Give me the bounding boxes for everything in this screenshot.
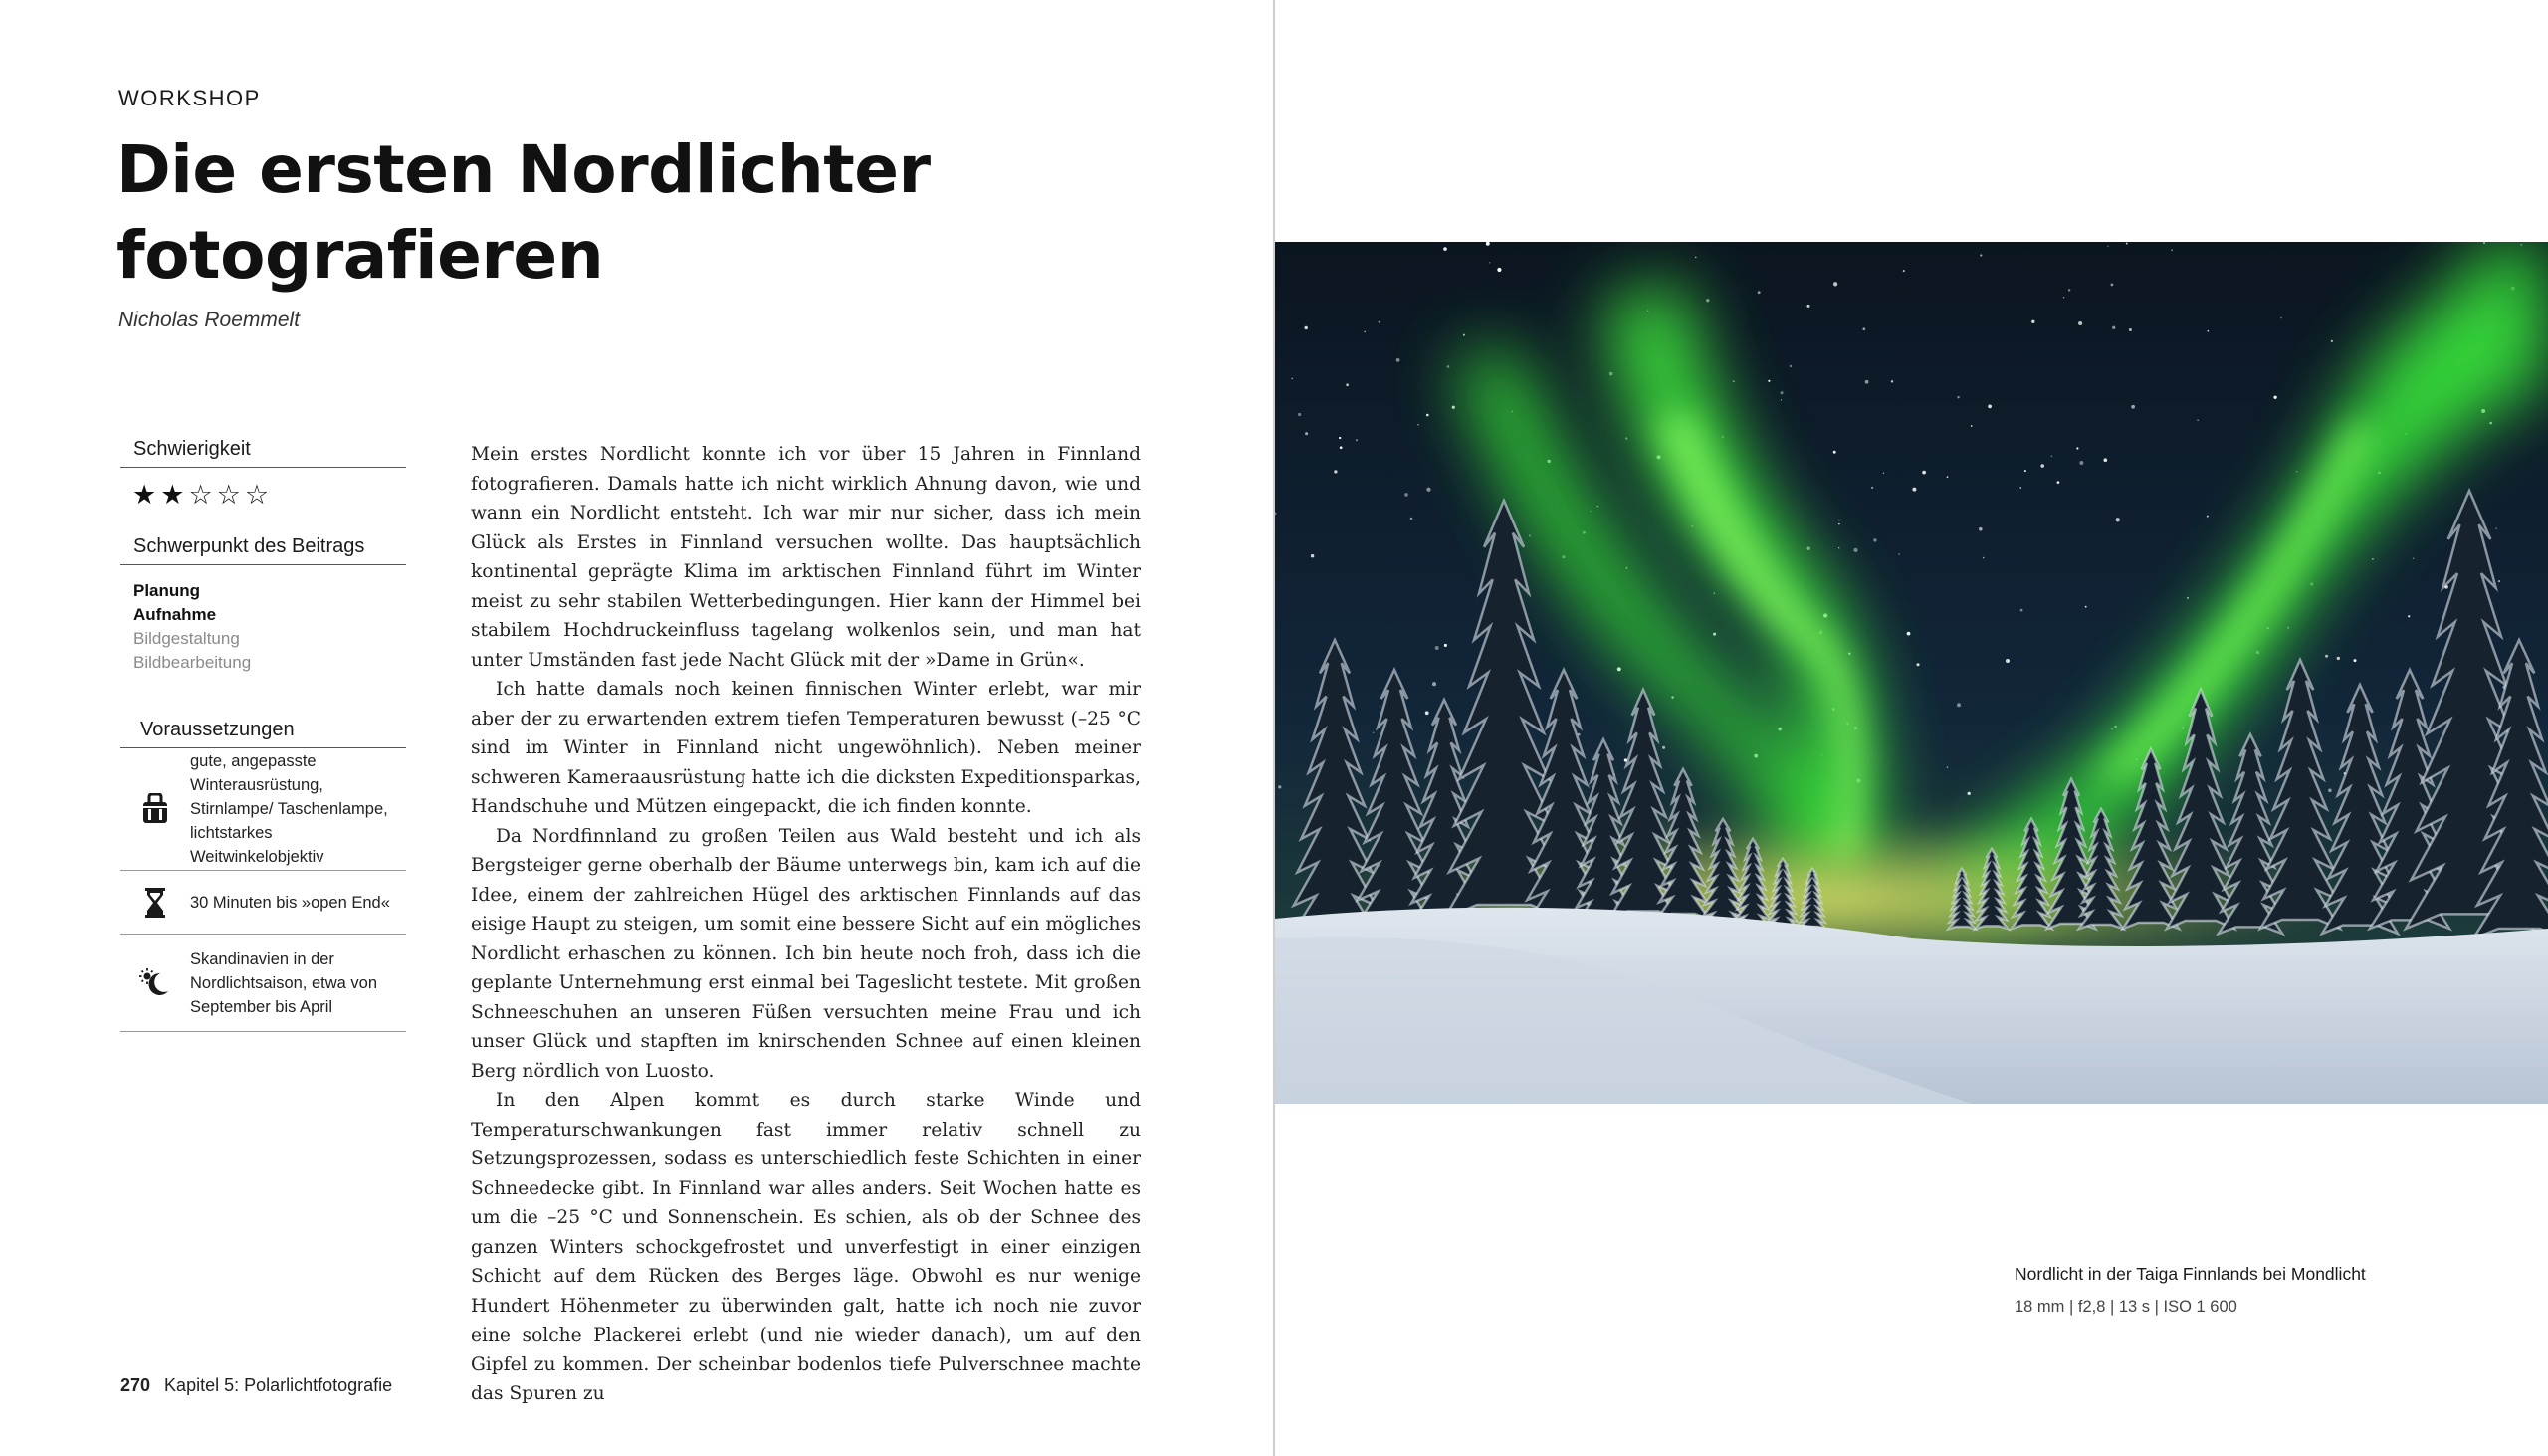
requirement-text: gute, angepasste Winterausrüstung, Stirnlampe/ Taschenlampe, lichtstarkes Weitwinkelobjektiv	[190, 752, 388, 866]
star-dot	[1417, 424, 1419, 426]
star-dot	[1912, 488, 1916, 492]
section-kicker: WORKSHOP	[118, 86, 261, 110]
star-dot	[1781, 399, 1782, 400]
star-dot	[1807, 547, 1810, 550]
star-dot	[2171, 249, 2173, 251]
star-dot	[2111, 728, 2113, 729]
backpack-icon	[120, 793, 190, 825]
left-page	[0, 0, 1273, 1456]
requirement-text: Skandinavien in der Nordlichtsaison, etwa von September bis April	[190, 949, 378, 1016]
star-dot	[1298, 413, 1301, 416]
star-dot	[2328, 788, 2332, 792]
star-dot	[2076, 447, 2078, 449]
star-dot	[1865, 380, 1869, 384]
star-empty-icon: ☆	[188, 480, 213, 511]
star-dot	[1891, 380, 1893, 382]
star-dot	[1988, 405, 1992, 409]
star-empty-icon: ☆	[244, 480, 270, 511]
requirement-row-time	[120, 871, 406, 935]
star-dot	[2496, 527, 2497, 528]
star-dot	[2020, 609, 2023, 612]
requirements-heading: Voraussetzungen	[120, 719, 406, 748]
star-dot	[1922, 471, 1926, 475]
star-dot	[1957, 703, 1961, 707]
star-dot	[1979, 527, 1983, 531]
star-dot	[2296, 471, 2297, 472]
star-dot	[2273, 396, 2276, 399]
star-dot	[1364, 331, 1366, 333]
chapter-title: Kapitel 5: Polarlichtfotografie	[164, 1375, 393, 1395]
star-dot	[2040, 464, 2044, 468]
star-dot	[1489, 262, 1490, 263]
star-dot	[2116, 518, 2120, 521]
star-dot	[1617, 667, 1621, 671]
star-filled-icon: ★	[132, 480, 157, 511]
focus-list	[120, 565, 406, 675]
star-dot	[2024, 470, 2026, 472]
star-dot	[1916, 663, 1919, 666]
star-dot	[2280, 317, 2282, 319]
body-paragraph: Ich hatte damals noch keinen finnischen Winter erlebt, war mir aber der zu erwartenden extrem tiefen Temperaturen bewusst (–25 °C sind im Winter in Finnland nicht ungewöhnlich). Neben meiner schweren Kameraausrüstung hatte ich die dicksten Expeditionsparkas, Handschuhe und Mützen eingepackt, die ich finden konnte.	[471, 679, 1141, 817]
star-dot	[1609, 372, 1613, 376]
body-paragraph: Da Nordfinnland zu großen Teilen aus Wald besteht und ich als Bergsteiger gerne oberhalb der Bäume unterwegs bin, kam ich auf die Idee, einem der zahlreichen Hügel des arktischen Finnlands auf das eisige Haupt zu steigen, um somit eine bessere Sicht auf ein mögliches Nordlicht erhaschen zu können. Ich bin heute noch froh, dass ich die geplante Unternehmung erst einmal bei Tageslicht testete. Mit großen Schneeschuhen an unseren Füßen versuchten meine Frau und ich unser Glück und stapften im knirschenden Schnee auf einen kleinen Berg nördlich von Luosto.	[471, 825, 1141, 1082]
star-dot	[1597, 506, 1599, 508]
star-dot	[2112, 326, 2115, 329]
star-dot	[1833, 451, 1836, 454]
star-dot	[1305, 432, 1308, 435]
star-dot	[2057, 481, 2060, 484]
star-dot	[1426, 488, 1430, 492]
info-sidebar	[120, 438, 406, 1032]
photo-exif-data: 18 mm | f2,8 | 13 s | ISO 1 600	[2015, 1298, 2237, 1316]
title-line-2: fotografieren	[116, 217, 604, 294]
star-dot	[2131, 405, 2135, 409]
star-dot	[1806, 305, 1809, 308]
star-dot	[1980, 254, 1982, 256]
star-dot	[1373, 732, 1374, 733]
star-dot	[2019, 487, 2020, 488]
star-dot	[1873, 538, 1876, 541]
star-dot	[1790, 365, 1792, 367]
star-dot	[1356, 439, 1358, 441]
star-dot	[1662, 746, 1665, 749]
star-dot	[2372, 558, 2374, 560]
focus-item: Bildgestaltung	[133, 629, 240, 648]
star-dot	[1625, 437, 1627, 439]
body-paragraph: Mein erstes Nordlicht konnte ich vor über 15 Jahren in Finnland fotografieren. Damals hatte ich nicht wirklich Ahnung davon, wie und wann ein Nordlicht entsteht. Ich war mir nur sicher, dass ich mein Glück als Erstes in Finnland versuchen wollte. Das hauptsächlich kontinental geprägte Klima im arktischen Finnland führt im Winter meist zu sehr stabilen Wetterbedingungen. Hier kann der Himmel bei stabilem Hochdruckeinfluss tagelang wolkenlos sein, und man hat unter Umständen fast jede Nacht Glück mit der »Dame in Grün«.	[471, 444, 1141, 671]
star-dot	[1291, 378, 1293, 380]
star-dot	[2115, 726, 2117, 728]
hourglass-icon	[120, 888, 190, 918]
star-dot	[1452, 406, 1455, 409]
star-dot	[1871, 487, 1873, 489]
star-dot	[2085, 606, 2087, 608]
star-dot	[2353, 659, 2356, 662]
star-dot	[2331, 340, 2333, 342]
star-dot	[1706, 299, 1709, 302]
star-dot	[1957, 396, 1959, 398]
article-body	[471, 440, 1141, 1409]
star-dot	[1768, 380, 1770, 382]
star-dot	[1838, 547, 1839, 548]
star-dot	[2325, 655, 2328, 658]
star-dot	[1339, 437, 1341, 439]
star-dot	[1396, 358, 1400, 362]
star-dot	[1426, 414, 1429, 417]
star-dot	[1713, 633, 1716, 636]
requirement-row-season	[120, 935, 406, 1032]
star-empty-icon: ☆	[216, 480, 241, 511]
focus-heading: Schwerpunkt des Beitrags	[120, 535, 406, 565]
star-dot	[2197, 420, 2198, 421]
star-dot	[2068, 289, 2071, 292]
star-dot	[1311, 554, 1314, 557]
star-dot	[1447, 365, 1450, 368]
star-dot	[1425, 711, 1429, 715]
star-dot	[2126, 243, 2128, 245]
difficulty-stars	[120, 468, 406, 521]
star-dot	[1971, 425, 1973, 427]
star-dot	[1695, 257, 1696, 258]
star-dot	[2129, 328, 2132, 331]
star-dot	[1444, 644, 1447, 647]
star-dot	[1898, 553, 1900, 555]
star-dot	[1410, 518, 1413, 520]
star-dot	[1733, 380, 1735, 382]
author-name: Nicholas Roemmelt	[118, 309, 301, 331]
star-dot	[1968, 792, 1971, 795]
focus-item: Bildbearbeitung	[133, 653, 252, 672]
title-line-1: Die ersten Nordlichter	[116, 131, 931, 208]
moon-sun-icon	[120, 967, 190, 999]
star-dot	[2078, 321, 2082, 325]
star-dot	[1432, 682, 1436, 686]
star-dot	[1778, 728, 1782, 731]
article-title	[116, 127, 1112, 299]
star-dot	[1758, 291, 1761, 294]
requirements-list	[120, 748, 406, 1032]
star-dot	[1304, 326, 1307, 329]
star-dot	[2408, 615, 2410, 617]
star-dot	[1862, 327, 1865, 330]
star-dot	[1947, 766, 1948, 767]
star-dot	[1907, 632, 1911, 636]
star-dot	[2063, 297, 2064, 298]
focus-item: Aufnahme	[133, 605, 217, 624]
star-dot	[2006, 659, 2010, 663]
requirement-row-equipment	[120, 748, 406, 871]
star-dot	[1883, 473, 1884, 474]
star-dot	[1853, 548, 1857, 552]
aurora-photo	[1275, 242, 2548, 1104]
star-dot	[1334, 470, 1337, 473]
star-dot	[2207, 330, 2209, 332]
star-dot	[1497, 268, 1501, 272]
requirement-text: 30 Minuten bis »open End«	[190, 893, 390, 912]
star-dot	[2079, 461, 2083, 465]
difficulty-heading: Schwierigkeit	[120, 438, 406, 468]
star-dot	[1903, 270, 1905, 272]
star-dot	[1379, 321, 1380, 323]
focus-item: Planung	[133, 581, 201, 600]
star-dot	[1463, 334, 1465, 336]
star-dot	[2413, 558, 2414, 559]
star-dot	[1838, 523, 1839, 524]
star-dot	[2489, 422, 2492, 425]
star-dot	[2107, 246, 2108, 247]
star-dot	[1714, 592, 1716, 594]
star-dot	[2051, 455, 2052, 456]
star-dot	[2207, 516, 2209, 518]
star-dot	[1340, 446, 1343, 449]
star-dot	[1781, 391, 1784, 394]
star-dot	[1404, 493, 1408, 497]
star-dot	[1346, 383, 1349, 386]
star-dot	[1435, 646, 1439, 650]
page-footer	[120, 1375, 392, 1396]
star-filled-icon: ★	[160, 480, 185, 511]
photo-caption-title: Nordlicht in der Taiga Finnlands bei Mondlicht	[2015, 1264, 2366, 1284]
body-paragraph: In den Alpen kommt es durch starke Winde und Temperaturschwankungen fast immer relativ schnell zu Setzungsprozessen, sodass es unterschiedlich feste Schichten in einer Schneedecke gibt. In Finnland war alles anders. Seit Wochen hatte es um die –25 °C und Sonnenschein. Es schien, als ob der Schnee des ganzen Winters schockgefrostet und unverfestigt in einer einzigen Schicht auf dem Rücken des Berges läge. Obwohl es nur wenige Hundert Höhenmeter zu überwinden galt, hatte ich noch nie zuvor eine solche Plackerei erlebt (und nie wieder danach), um auf den Gipfel zu kommen. Der scheinbar bodenlos tiefe Pulverschnee machte das Spuren zu	[471, 1090, 1141, 1404]
star-dot	[1833, 282, 1837, 286]
star-dot	[2111, 284, 2114, 287]
star-dot	[1529, 534, 1531, 536]
star-dot	[1983, 557, 1985, 559]
star-dot	[1947, 476, 1949, 478]
star-dot	[1443, 247, 1447, 251]
star-dot	[2031, 320, 2034, 323]
star-dot	[2104, 458, 2108, 462]
star-dot	[1278, 785, 1281, 788]
star-dot	[2498, 580, 2500, 582]
star-dot	[2187, 597, 2189, 599]
star-dot	[2337, 657, 2340, 660]
page-number: 270	[120, 1375, 151, 1395]
right-page	[1275, 0, 2548, 1456]
